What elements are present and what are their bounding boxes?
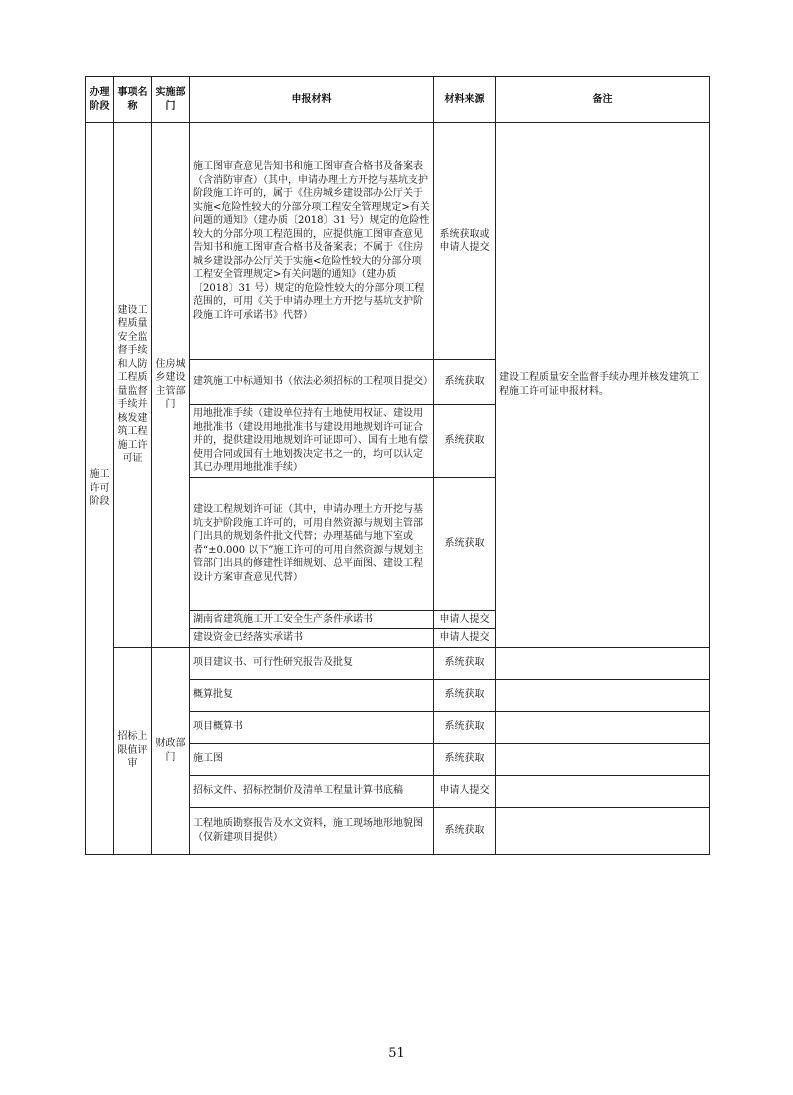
- remark-cell: [496, 711, 710, 743]
- material-cell: 项目概算书: [190, 711, 434, 743]
- header-materials: 申报材料: [190, 77, 434, 123]
- material-cell: 建筑施工中标通知书（依法必须招标的工程项目提交）: [190, 360, 434, 405]
- source-cell: 系统获取: [434, 477, 496, 610]
- page-number: 51: [388, 1046, 405, 1061]
- stage-cell: 施工许可阶段: [86, 123, 114, 855]
- material-cell: 招标文件、招标控制价及清单工程量计算书底稿: [190, 775, 434, 807]
- material-cell: 概算批复: [190, 679, 434, 711]
- material-cell: 项目建议书、可行性研究报告及批复: [190, 647, 434, 679]
- source-cell: 系统获取: [434, 807, 496, 854]
- material-cell: 建设工程规划许可证（其中，申请办理土方开挖与基坑支护阶段施工许可的，可用自然资源与规划主管部门出具的规划条件批文代替；办理基础与地下室或者“±0.000 以下”施工许可的可用自然资源与规划主管部门出具的修建性详细规划、总平面图、建设工程设计方案审查意见代替）: [190, 477, 434, 610]
- remark-cell: [496, 807, 710, 854]
- remark-cell: [496, 647, 710, 679]
- material-cell: 工程地质勘察报告及水文资料，施工现场地形地貌图（仅新建项目提供）: [190, 807, 434, 854]
- dept-cell-1: 住房城乡建设主管部门: [152, 123, 190, 648]
- header-remark: 备注: [496, 77, 710, 123]
- remark-cell: [496, 743, 710, 775]
- header-row: [86, 77, 710, 123]
- source-cell: 系统获取: [434, 679, 496, 711]
- source-cell: 系统获取: [434, 711, 496, 743]
- source-cell: 系统获取: [434, 743, 496, 775]
- material-cell: 用地批准手续（建设单位持有土地使用权证、建设用地批准书（建设用地批准书与建设用地规划许可证合并的，提供建设用地规划许可证即可）、国有土地有偿使用合同或国有土地划拨决定书之一的，均可以认定其已办理用地批准手续）: [190, 405, 434, 478]
- material-cell: 湖南省建筑施工开工安全生产条件承诺书: [190, 610, 434, 629]
- material-cell: 施工图审查意见告知书和施工图审查合格书及备案表（含消防审查）（其中，申请办理土方开挖与基坑支护阶段施工许可的，属于《住房城乡建设部办公厅关于实施<危险性较大的分部分项工程安全管理规定>有关问题的通知》（建办质〔2018〕31 号）规定的危险性较大的分部分项工程范围的，应提供施工图审查意见告知书和施工图审查合格书及备案表；不属于《住房城乡建设部办公厅关于实施<危险性较大的分部分项工程安全管理规定>有关问题的通知》（建办质〔2018〕31 号）规定的危险性较大的分部分项工程范围的，可用《关于申请办理土方开挖与基坑支护阶段施工许可承诺书》代替）: [190, 123, 434, 360]
- source-cell: 系统获取或申请人提交: [434, 123, 496, 360]
- remark-cell: [496, 775, 710, 807]
- material-cell: 建设资金已经落实承诺书: [190, 629, 434, 648]
- materials-table: [85, 76, 710, 855]
- source-cell: 系统获取: [434, 647, 496, 679]
- source-cell: 系统获取: [434, 360, 496, 405]
- header-source: 材料来源: [434, 77, 496, 123]
- item-cell-2: 招标上限值评审: [114, 647, 152, 854]
- header-item: 事项名称: [114, 77, 152, 123]
- source-cell: 系统获取: [434, 405, 496, 478]
- remark-cell: [496, 679, 710, 711]
- item-cell-1: 建设工程质量安全监督手续和人防工程质量监督手续并核发建筑工程施工许可证: [114, 123, 152, 648]
- source-cell: 申请人提交: [434, 629, 496, 648]
- dept-cell-2: 财政部门: [152, 647, 190, 854]
- remark-cell-1: 建设工程质量安全监督手续办理并核发建筑工程施工许可证申报材料。: [496, 123, 710, 648]
- source-cell: 申请人提交: [434, 775, 496, 807]
- header-stage: 办理阶段: [86, 77, 114, 123]
- table-row: [86, 123, 710, 360]
- material-cell: 施工图: [190, 743, 434, 775]
- source-cell: 申请人提交: [434, 610, 496, 629]
- table-row: [86, 647, 710, 679]
- header-dept: 实施部门: [152, 77, 190, 123]
